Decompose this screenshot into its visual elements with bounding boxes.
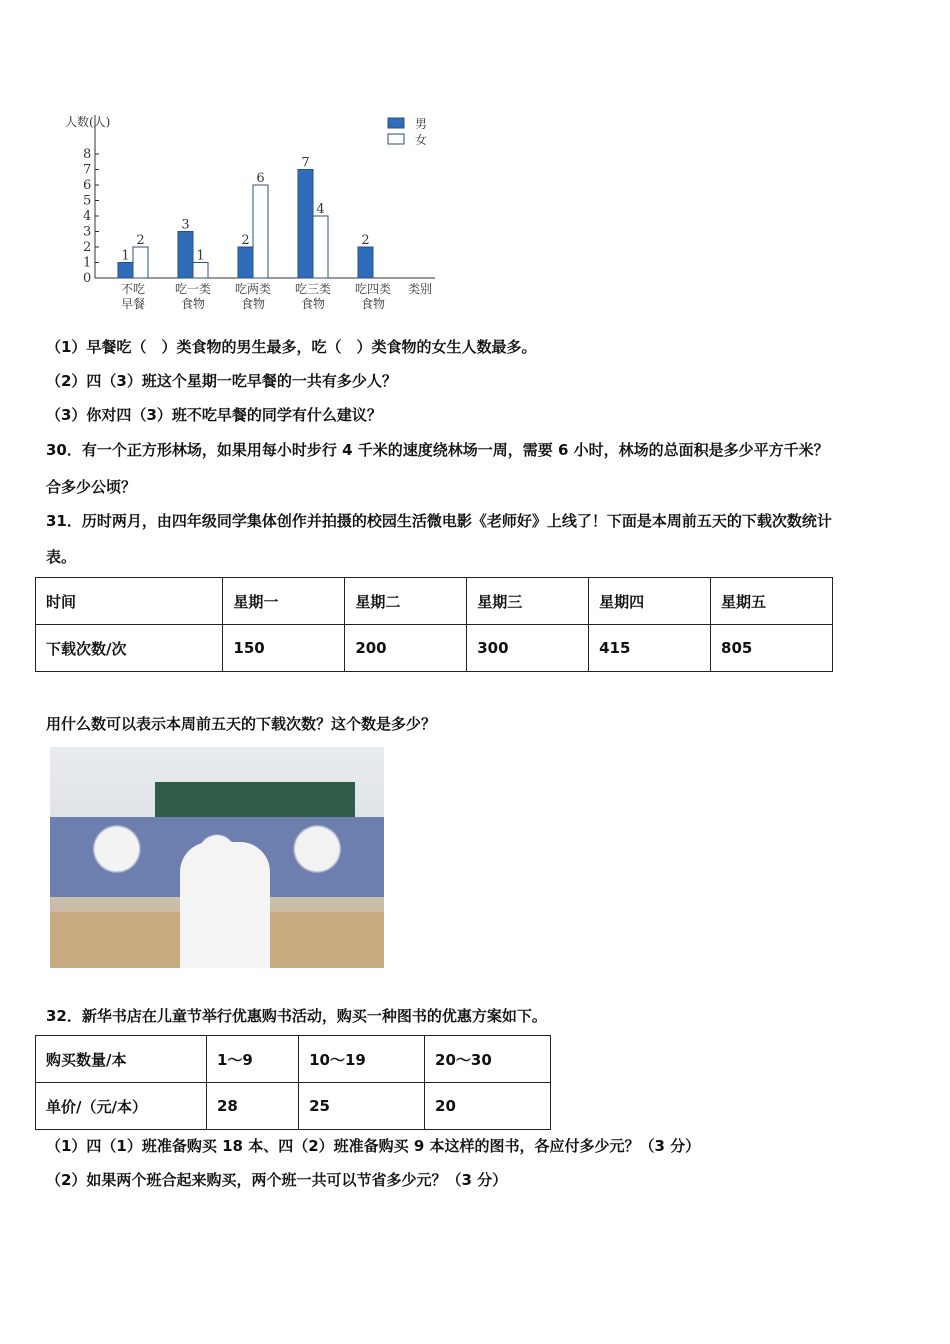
x-tick-label: 吃两类 — [234, 282, 272, 296]
q29-sub3: （3）你对四（3）班不吃早餐的同学有什么建议？ — [46, 406, 382, 424]
q29-sub1: （1）早餐吃（ ）类食物的男生最多，吃（ ）类食物的女生人数最多。 — [46, 338, 537, 356]
q31-line1: 31．历时两月，由四年级同学集体创作并拍摄的校园生活微电影《老师好》上线了！下面是本周前五天的下载次数统计 — [46, 512, 832, 530]
class-photo — [50, 747, 384, 968]
table-cell: 20 — [425, 1083, 551, 1130]
table-cell: 星期五 — [711, 578, 833, 625]
table-cell: 805 — [711, 625, 833, 672]
table-row — [36, 1083, 551, 1130]
data-label: 2 — [241, 233, 250, 248]
table-cell: 单价/（元/本） — [36, 1083, 207, 1130]
legend-label: 女 — [415, 133, 428, 147]
price-table — [35, 1035, 551, 1130]
table-row — [36, 578, 833, 625]
q32-sub1: （1）四（1）班准备购买 18 本、四（2）班准备购买 9 本这样的图书，各应付多少元？（3 分） — [46, 1137, 701, 1155]
legend-swatch — [388, 118, 404, 128]
bar-chart — [50, 100, 450, 320]
bar-男 — [298, 170, 313, 279]
table-cell: 10～19 — [299, 1036, 425, 1083]
table-cell: 时间 — [36, 578, 223, 625]
x-tick-label: 不吃 — [120, 282, 146, 296]
y-tick-label: 0 — [83, 271, 92, 286]
y-axis-label: 人数(人) — [65, 115, 111, 129]
bar-女 — [133, 247, 148, 278]
bar-男 — [118, 263, 133, 279]
x-tick-label: 食物 — [240, 297, 266, 311]
legend-swatch — [388, 134, 404, 144]
table-cell: 下载次数/次 — [36, 625, 223, 672]
x-tick-label: 吃一类 — [174, 282, 212, 296]
table-cell: 150 — [223, 625, 345, 672]
table-cell: 200 — [345, 625, 467, 672]
x-tick-label: 食物 — [360, 297, 386, 311]
data-label: 1 — [196, 248, 205, 264]
bar-女 — [313, 216, 328, 278]
data-label: 4 — [316, 202, 325, 217]
table-cell: 28 — [207, 1083, 299, 1130]
y-tick-label: 6 — [83, 178, 92, 193]
q29-sub2: （2）四（3）班这个星期一吃早餐的一共有多少人？ — [46, 372, 397, 390]
x-tick-label: 早餐 — [120, 297, 146, 311]
x-tick-label: 食物 — [300, 297, 326, 311]
q31-question: 用什么数可以表示本周前五天的下载次数？这个数是多少？ — [46, 715, 437, 733]
q31-line2: 表。 — [46, 548, 77, 566]
q30-line2: 合多少公顷？ — [46, 478, 137, 496]
table-cell: 星期一 — [223, 578, 345, 625]
table-cell: 购买数量/本 — [36, 1036, 207, 1083]
y-tick-label: 2 — [83, 240, 92, 255]
bar-男 — [358, 247, 373, 278]
data-label: 3 — [181, 217, 190, 233]
y-tick-label: 4 — [83, 209, 92, 224]
downloads-table — [35, 577, 833, 672]
y-tick-label: 1 — [83, 255, 92, 271]
y-tick-label: 5 — [83, 193, 92, 209]
bar-女 — [193, 263, 208, 279]
table-row — [36, 1036, 551, 1083]
x-axis-label: 类别 — [408, 282, 433, 296]
table-cell: 星期四 — [589, 578, 711, 625]
table-cell: 星期二 — [345, 578, 467, 625]
table-cell: 415 — [589, 625, 711, 672]
table-cell: 25 — [299, 1083, 425, 1130]
bar-男 — [238, 247, 253, 278]
q30-line1: 30．有一个正方形林场，如果用每小时步行 4 千米的速度绕林场一周，需要 6 小时，林场的总面积是多少平方千米？ — [46, 441, 829, 459]
x-tick-label: 食物 — [180, 297, 206, 311]
data-label: 2 — [136, 233, 145, 248]
y-tick-label: 3 — [83, 224, 92, 240]
x-tick-label: 吃四类 — [354, 282, 392, 296]
data-label: 2 — [361, 233, 370, 248]
q32-sub2: （2）如果两个班合起来购买，两个班一共可以节省多少元？（3 分） — [46, 1171, 508, 1189]
data-label: 7 — [301, 155, 310, 171]
bar-女 — [253, 185, 268, 278]
x-tick-label: 吃三类 — [294, 282, 332, 296]
data-label: 1 — [121, 248, 130, 264]
q32-line1: 32．新华书店在儿童节举行优惠购书活动，购买一种图书的优惠方案如下。 — [46, 1007, 547, 1025]
data-label: 6 — [256, 171, 265, 186]
legend-label: 男 — [415, 117, 428, 131]
table-cell: 星期三 — [467, 578, 589, 625]
table-row — [36, 625, 833, 672]
table-cell: 1～9 — [207, 1036, 299, 1083]
table-cell: 300 — [467, 625, 589, 672]
y-tick-label: 8 — [83, 147, 92, 162]
bar-男 — [178, 232, 193, 279]
table-cell: 20～30 — [425, 1036, 551, 1083]
y-tick-label: 7 — [83, 162, 92, 178]
